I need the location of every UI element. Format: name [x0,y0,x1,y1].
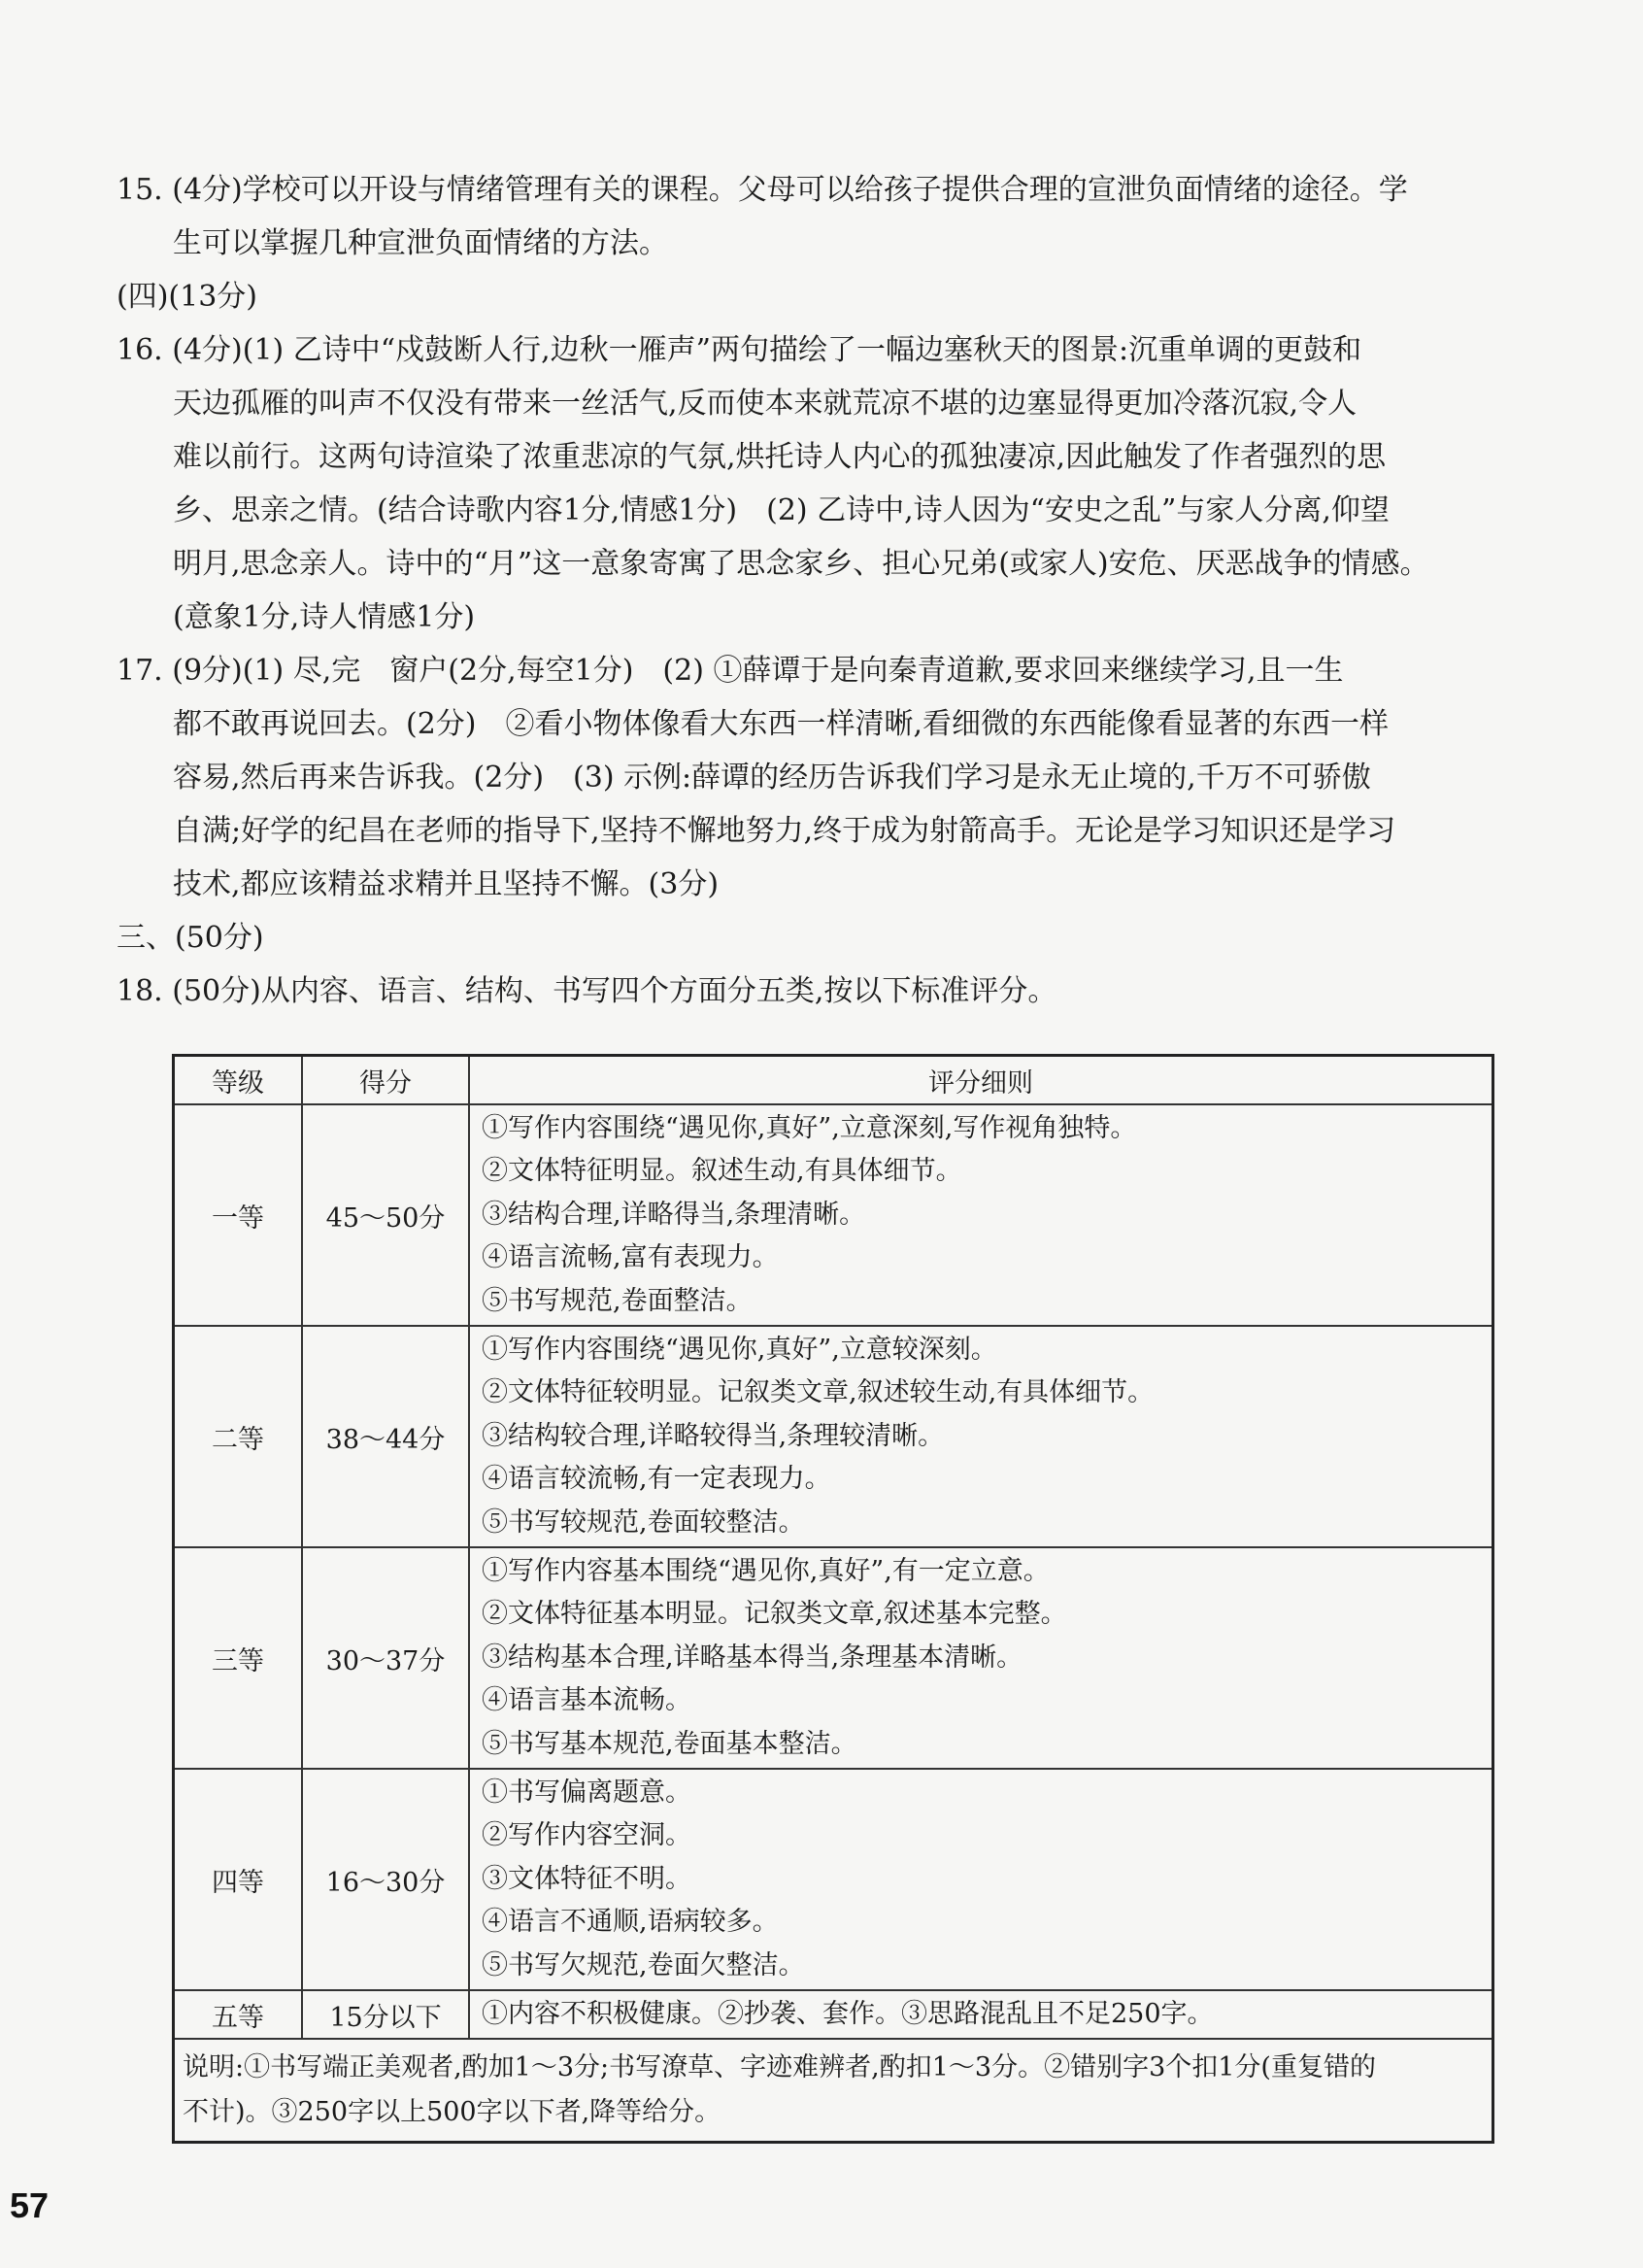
q17-line-4: 自满;好学的纪昌在老师的指导下,坚持不懈地努力,终于成为射箭高手。无论是学习知识还是学习 [173,814,1396,848]
rule-item: ④语言不通顺,语病较多。 [482,1907,779,1938]
rule-item: ③结构合理,详略得当,条理清晰。 [482,1199,866,1230]
score-cell: 30～37分 [302,1547,469,1769]
rules-cell [469,1769,1493,1990]
q15-line-1: 15. (4分)学校可以开设与情绪管理有关的课程。父母可以给孩子提供合理的宣泄负面情绪的途径。学 [117,173,1408,207]
grade-cell: 四等 [174,1769,303,1990]
rule-item: ③结构较合理,详略较得当,条理较清晰。 [482,1420,945,1451]
q16-line-5: 明月,思念亲人。诗中的“月”这一意象寄寓了思念家乡、担心兄弟(或家人)安危、厌恶战争的情感。 [173,547,1429,581]
section-3-heading: 三、(50分) [117,921,264,955]
rule-item: ②文体特征明显。叙述生动,有具体细节。 [482,1156,962,1187]
score-cell: 15分以下 [302,1990,469,2039]
grade-cell: 三等 [174,1547,303,1769]
table-note [174,2039,1493,2143]
section-4-heading: (四)(13分) [117,280,257,314]
rules-cell [469,1104,1493,1326]
score-cell: 45～50分 [302,1104,469,1326]
rule-item: ③结构基本合理,详略基本得当,条理基本清晰。 [482,1642,1023,1673]
q16-line-3: 难以前行。这两句诗渲染了浓重悲凉的气氛,烘托诗人内心的孤独凄凉,因此触发了作者强烈的思 [173,440,1387,474]
rule-item: ①书写偏离题意。 [482,1777,691,1808]
rule-item: ④语言较流畅,有一定表现力。 [482,1464,831,1495]
scoring-table [172,1054,1494,2144]
grade-cell: 二等 [174,1326,303,1547]
page-number: 57 [10,2185,50,2225]
grade-cell: 五等 [174,1990,303,2039]
rule-item: ①内容不积极健康。②抄袭、套作。③思路混乱且不足250字。 [482,1998,1214,2029]
rule-item: ④语言基本流畅。 [482,1685,691,1716]
rule-item: ②文体特征基本明显。记叙类文章,叙述基本完整。 [482,1599,1067,1630]
table-row [174,1990,1493,2039]
rules-cell [469,1547,1493,1769]
q17-line-5: 技术,都应该精益求精并且坚持不懈。(3分) [173,867,720,901]
q17-line-2: 都不敢再说回去。(2分) ②看小物体像看大东西一样清晰,看细微的东西能像看显著的东西一样 [173,707,1390,741]
answer-text [117,163,1495,1018]
grade-cell: 一等 [174,1104,303,1326]
rule-item: ①写作内容基本围绕“遇见你,真好”,有一定立意。 [482,1555,1050,1586]
q17-line-3: 容易,然后再来告诉我。(2分) (3) 示例:薛谭的经历告诉我们学习是永无止境的,千万不可骄傲 [173,761,1371,795]
rule-item: ②写作内容空洞。 [482,1820,691,1851]
table-row [174,1547,1493,1769]
q16-line-6: (意象1分,诗人情感1分) [173,600,476,634]
note-line-2: 不计)。③250字以上500字以下者,降等给分。 [183,2097,721,2127]
table-note-row [174,2039,1493,2143]
rule-item: ⑤书写较规范,卷面较整洁。 [482,1506,805,1538]
rule-item: ③文体特征不明。 [482,1863,691,1894]
header-grade: 等级 [174,1056,303,1105]
rule-item: ⑤书写基本规范,卷面基本整洁。 [482,1728,857,1759]
q18-intro: 18. (50分)从内容、语言、结构、书写四个方面分五类,按以下标准评分。 [117,974,1057,1008]
table-row [174,1326,1493,1547]
table-row [174,1769,1493,1990]
rule-item: ①写作内容围绕“遇见你,真好”,立意较深刻。 [482,1334,997,1365]
rule-item: ⑤书写规范,卷面整洁。 [482,1285,753,1316]
rule-item: ①写作内容围绕“遇见你,真好”,立意深刻,写作视角独特。 [482,1112,1137,1143]
rules-cell [469,1326,1493,1547]
q15-line-2: 生可以掌握几种宣泄负面情绪的方法。 [173,226,668,260]
note-line-1: 说明:①书写端正美观者,酌加1～3分;书写潦草、字迹难辨者,酌扣1～3分。②错别字3个扣1分(重复错的 [183,2052,1376,2082]
q16-line-4: 乡、思亲之情。(结合诗歌内容1分,情感1分) (2) 乙诗中,诗人因为“安史之乱”与家人分离,仰望 [173,493,1390,527]
q17-line-1: 17. (9分)(1) 尽,完 窗户(2分,每空1分) (2) ①薛谭于是向秦青道歉,要求回来继续学习,且一生 [117,654,1344,688]
rule-item: ⑤书写欠规范,卷面欠整洁。 [482,1949,805,1980]
rule-item: ④语言流畅,富有表现力。 [482,1242,779,1273]
table-row [174,1104,1493,1326]
score-cell: 16～30分 [302,1769,469,1990]
header-rules: 评分细则 [469,1056,1493,1105]
score-cell: 38～44分 [302,1326,469,1547]
q16-line-2: 天边孤雁的叫声不仅没有带来一丝活气,反而使本来就荒凉不堪的边塞显得更加冷落沉寂,令人 [173,387,1358,421]
rule-item: ②文体特征较明显。记叙类文章,叙述较生动,有具体细节。 [482,1377,1155,1408]
q16-line-1: 16. (4分)(1) 乙诗中“戍鼓断人行,边秋一雁声”两句描绘了一幅边塞秋天的图景:沉重单调的更鼓和 [117,333,1362,367]
rules-cell [469,1990,1493,2039]
header-score: 得分 [302,1056,469,1105]
table-header-row [174,1056,1493,1105]
